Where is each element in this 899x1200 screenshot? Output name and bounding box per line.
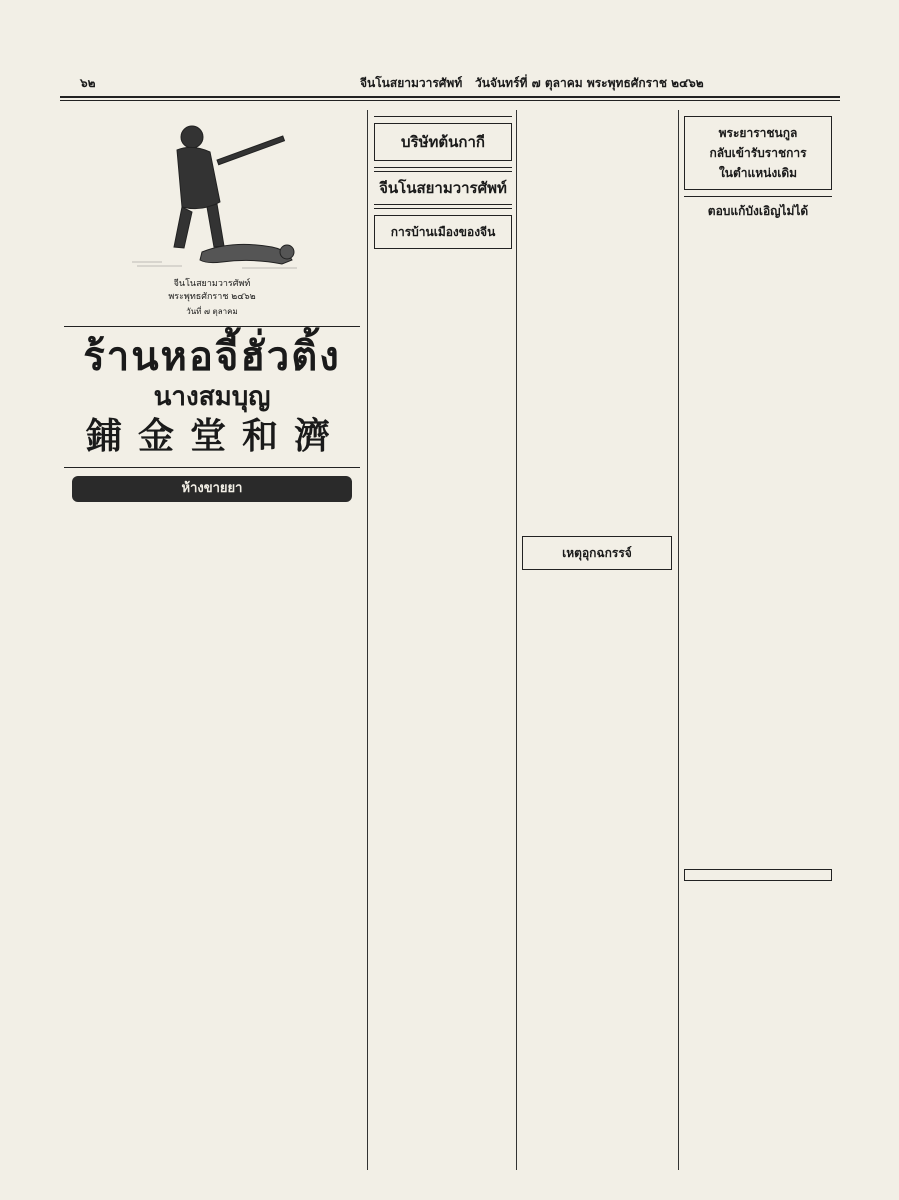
- news-box: [522, 536, 672, 570]
- column-divider: [367, 110, 368, 1170]
- company-name: บริษัทต้นกากี: [401, 133, 485, 151]
- section-box: [374, 215, 512, 249]
- illustration-caption-2: พระพุทธศักราช ๒๔๖๒: [168, 292, 256, 302]
- illustration-caption-1: จีนโนสยามวารศัพท์: [173, 279, 251, 289]
- pharmacy-advertisement: [64, 326, 360, 468]
- ad-chinese-char: 金: [137, 415, 182, 457]
- section-head: การบ้านเมืองของจีน: [390, 225, 496, 239]
- headline-1: พระยาราชนกูล: [718, 126, 798, 140]
- headline-3: ในตำแหน่งเดิม: [718, 166, 798, 180]
- column-3-text-area: [522, 110, 672, 530]
- ad-title: ร้านหอจี้ฮั่วติ้ง: [83, 333, 341, 380]
- ad-chinese-characters: [64, 415, 360, 457]
- news-head: เหตุอุกฉกรรจ์: [562, 546, 632, 560]
- masthead-rule: [60, 96, 840, 98]
- headline-2: กลับเข้ารับราชการ: [709, 146, 807, 160]
- paper-title: จีนโนสยามวารศัพท์: [360, 76, 463, 90]
- masthead-rule-thin: [60, 100, 840, 101]
- double-separator: [374, 204, 512, 209]
- ad-chinese-char: 濟: [294, 415, 339, 457]
- separator: [374, 116, 512, 117]
- column-4-text-area: [684, 223, 832, 863]
- ad-chinese-char: 鋪: [85, 415, 130, 457]
- column-4: [684, 110, 832, 1170]
- listing-banner: ห้างขายยา: [72, 476, 352, 502]
- double-separator: [374, 167, 512, 172]
- column-divider: [678, 110, 679, 1170]
- date-small: วันที่ ๗ ตุลาคม: [186, 307, 238, 316]
- column-3: [522, 110, 672, 1170]
- page-number: ๖๒: [80, 76, 96, 90]
- date-line: วันจันทร์ที่ ๗ ตุลาคม พระพุทธศักราช ๒๔๖๒: [475, 76, 704, 90]
- column-2: [374, 110, 512, 1170]
- ad-chinese-char: 堂: [189, 415, 234, 457]
- ad-subtitle: นางสมบุญ: [153, 382, 271, 412]
- hunter-with-tiger-illustration: [122, 112, 302, 272]
- headline-4: ตอบแก้บังเอิญไม่ได้: [707, 204, 809, 218]
- masthead: [80, 72, 820, 94]
- column-divider: [516, 110, 517, 1170]
- ad-chinese-char: 和: [242, 415, 287, 457]
- footer-box: [684, 869, 832, 881]
- headline-box: [684, 116, 832, 190]
- company-box: [374, 123, 512, 161]
- column-1: [64, 110, 360, 1170]
- paper-name-box: จีนโนสยามวารศัพท์: [379, 179, 507, 197]
- separator: [684, 196, 832, 197]
